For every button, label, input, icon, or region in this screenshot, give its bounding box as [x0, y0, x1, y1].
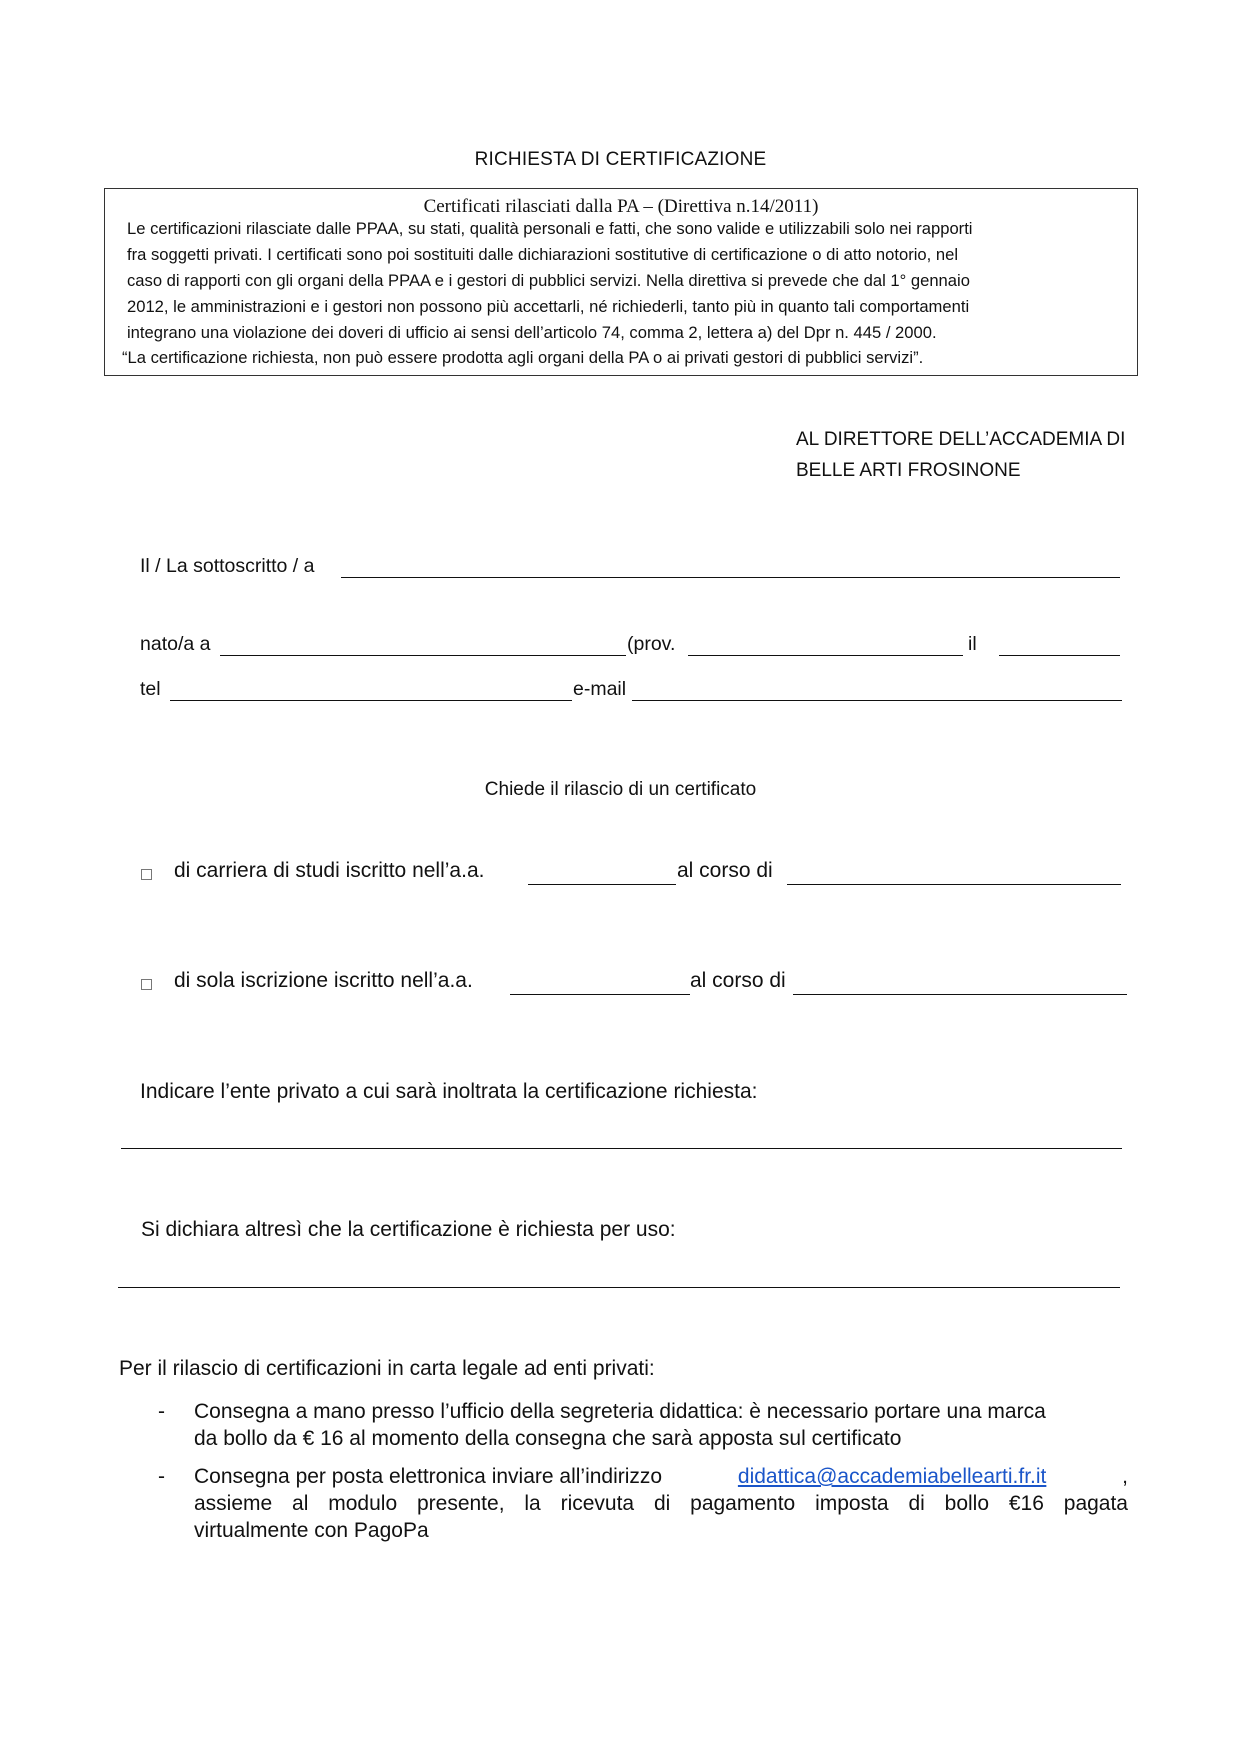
enrollment-option-label: di sola iscrizione iscritto nell’a.a.	[174, 969, 473, 992]
email-delivery-line-2: assieme al modulo presente, la ricevuta di pagamento imposta di bollo €16 pagata	[194, 1492, 1128, 1515]
prov-label: (prov.	[627, 633, 676, 655]
notice-line: Le certificazioni rilasciate dalle PPAA, su stati, qualità personali e fatti, che sono valide e utilizzabili solo nei rapporti	[127, 219, 973, 238]
notice-heading: Certificati rilasciati dalla PA – (Direttiva n.14/2011)	[423, 196, 819, 217]
hand-delivery-line-2: da bollo da € 16 al momento della consegna che sarà apposta sul certificato	[194, 1427, 902, 1450]
province-field-line[interactable]	[688, 655, 963, 656]
recipient-line-1: AL DIRETTORE DELL’ACCADEMIA DI	[796, 429, 1126, 450]
email-link[interactable]: didattica@accademiabellearti.fr.it	[737, 1465, 1047, 1488]
email-field-line[interactable]	[632, 700, 1122, 701]
notice-line: 2012, le amministrazioni e i gestori non possono più accettarli, né richiederli, tanto più in quanto tali comportamenti	[127, 297, 970, 316]
page-title: RICHIESTA DI CERTIFICAZIONE	[474, 149, 767, 170]
birthdate-field-line[interactable]	[999, 655, 1120, 656]
tel-field-line[interactable]	[170, 700, 572, 701]
use-field-line[interactable]	[118, 1287, 1120, 1288]
career-checkbox[interactable]	[141, 869, 152, 880]
request-heading: Chiede il rilascio di un certificato	[484, 779, 757, 800]
email-delivery-comma: ,	[1122, 1465, 1128, 1488]
email-delivery-line-3: virtualmente con PagoPa	[194, 1519, 429, 1542]
hand-delivery-line-1: Consegna a mano presso l’ufficio della segreteria didattica: è necessario portare una marca	[194, 1400, 1046, 1423]
bullet-dash: -	[158, 1400, 165, 1423]
enrollment-course-label: al corso di	[690, 969, 786, 992]
career-option-label: di carriera di studi iscritto nell’a.a.	[174, 859, 485, 882]
email-delivery-text: Consegna per posta elettronica inviare all’indirizzo	[194, 1465, 663, 1488]
entity-field-line[interactable]	[121, 1148, 1122, 1149]
enrollment-checkbox[interactable]	[141, 979, 152, 990]
date-label: il	[968, 633, 977, 655]
tel-label: tel	[140, 678, 161, 700]
name-label: Il / La sottoscritto / a	[140, 555, 315, 577]
use-label: Si dichiara altresì che la certificazione è richiesta per uso:	[141, 1218, 676, 1241]
enrollment-course-field-line[interactable]	[793, 994, 1127, 995]
notice-line: “La certificazione richiesta, non può essere prodotta agli organi della PA o ai privati gestori di pubblici servizi”.	[122, 348, 924, 367]
email-label: e-mail	[573, 678, 627, 700]
name-field-line[interactable]	[341, 577, 1120, 578]
career-course-label: al corso di	[677, 859, 773, 882]
email-delivery-line-1	[194, 1465, 1128, 1489]
born-label: nato/a a	[140, 633, 211, 655]
enrollment-year-field-line[interactable]	[510, 994, 690, 995]
career-year-field-line[interactable]	[528, 884, 676, 885]
entity-label: Indicare l’ente privato a cui sarà inoltrata la certificazione richiesta:	[140, 1080, 758, 1103]
notice-line: fra soggetti privati. I certificati sono poi sostituiti dalle dichiarazioni sostitutive di certificazione o di atto notorio, nel	[127, 245, 959, 264]
legal-intro: Per il rilascio di certificazioni in carta legale ad enti privati:	[119, 1357, 655, 1380]
bullet-dash: -	[158, 1465, 165, 1488]
career-course-field-line[interactable]	[787, 884, 1121, 885]
recipient-line-2: BELLE ARTI FROSINONE	[796, 460, 1021, 481]
birthplace-field-line[interactable]	[220, 655, 626, 656]
notice-line: integrano una violazione dei doveri di ufficio ai sensi dell’articolo 74, comma 2, lettera a) del Dpr n. 445 / 2000.	[127, 323, 937, 342]
notice-line: caso di rapporti con gli organi della PPAA e i gestori di pubblici servizi. Nella direttiva si prevede che dal 1° gennaio	[127, 271, 970, 290]
